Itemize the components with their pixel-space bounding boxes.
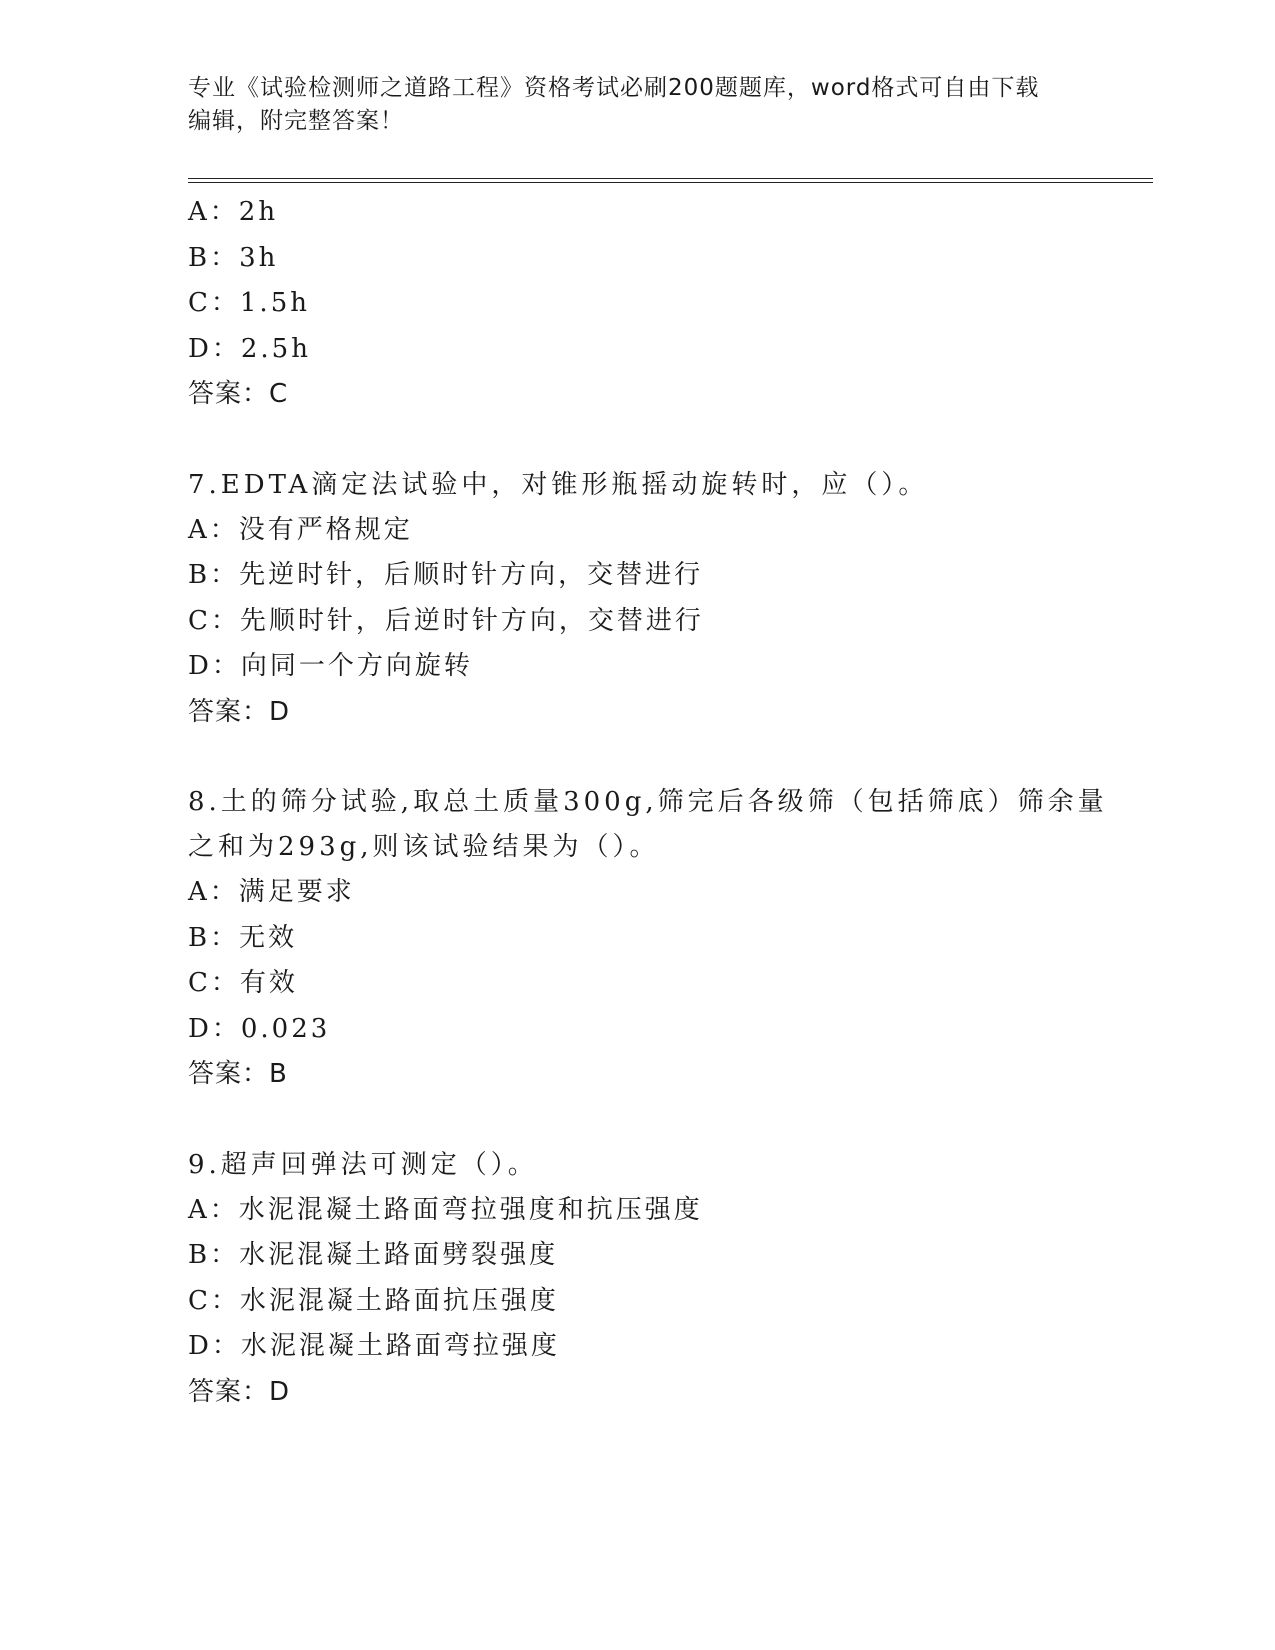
option-d: D：0.023 (188, 1013, 331, 1044)
option-d: D：水泥混凝土路面弯拉强度 (188, 1331, 560, 1361)
document-header (188, 72, 1088, 138)
option-d: D：2.5h (188, 333, 311, 364)
answer: 答案：B (188, 1059, 288, 1089)
option-c: C：先顺时针，后逆时针方向，交替进行 (188, 605, 704, 636)
answer: 答案：C (188, 379, 289, 409)
header-line-2: 编辑，附完整答案！ (188, 108, 404, 134)
answer: 答案：D (188, 1376, 291, 1407)
option-a: A：水泥混凝土路面弯拉强度和抗压强度 (188, 1194, 703, 1225)
header-divider-bottom (188, 182, 1153, 183)
option-b: B：先逆时针，后顺时针方向，交替进行 (188, 560, 704, 590)
question-7 (188, 463, 1148, 736)
option-b: B：无效 (188, 922, 298, 953)
question-title-line-1: 8.土的筛分试验,取总土质量300g,筛完后各级筛（包括筛底）筛余量 (188, 787, 1108, 817)
option-c: C：水泥混凝土路面抗压强度 (188, 1285, 559, 1316)
header-line-1: 专业《试验检测师之道路工程》资格考试必刷200题题库，word格式可自由下载 (188, 75, 1040, 101)
option-b: B：3h (188, 242, 279, 273)
option-c: C：有效 (188, 968, 298, 998)
header-divider-top (188, 178, 1153, 179)
question-8 (188, 780, 1148, 1098)
question-title: 7.EDTA滴定法试验中，对锥形瓶摇动旋转时，应（）。 (188, 469, 929, 500)
questions-content (188, 190, 1148, 1415)
question-partial (188, 190, 1148, 418)
option-b: B：水泥混凝土路面劈裂强度 (188, 1240, 559, 1270)
option-d: D：向同一个方向旋转 (188, 651, 473, 681)
question-title: 9.超声回弹法可测定（）。 (188, 1149, 538, 1180)
answer: 答案：D (188, 696, 291, 727)
option-a: A：2h (188, 197, 279, 227)
option-a: A：满足要求 (188, 877, 355, 907)
question-title-line-2: 之和为293g,则该试验结果为（）。 (188, 832, 660, 862)
option-a: A：没有严格规定 (188, 514, 413, 545)
question-9 (188, 1143, 1148, 1416)
option-c: C：1.5h (188, 288, 310, 318)
